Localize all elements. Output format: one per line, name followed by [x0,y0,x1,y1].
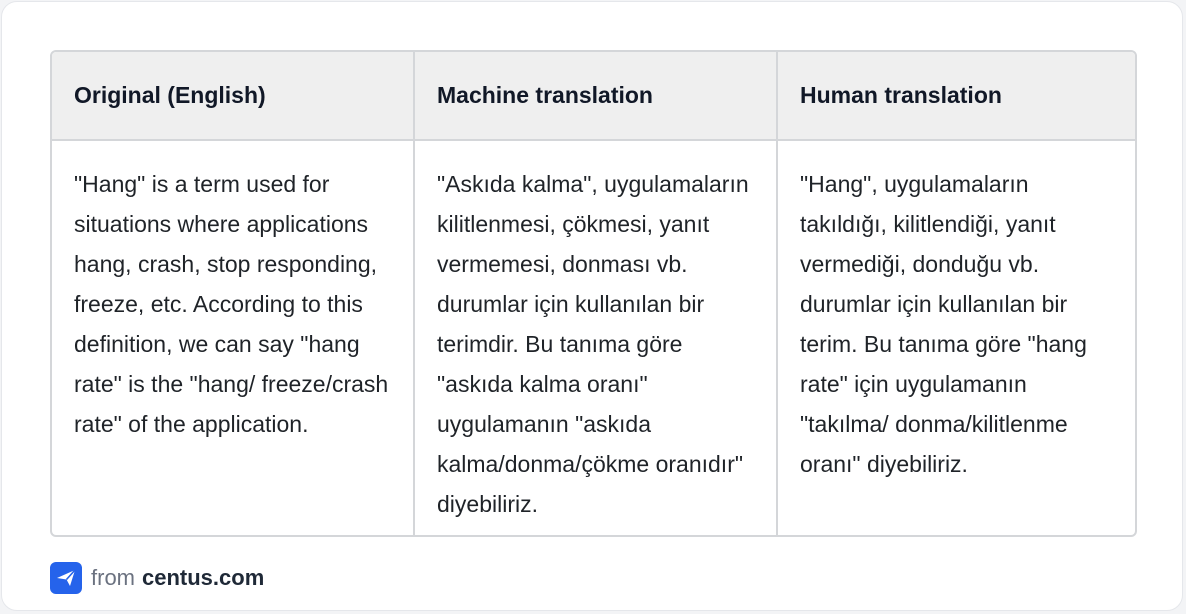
source-attribution [50,563,264,593]
cell-human-translation: "Hang", uygulamaların takıldığı, kilitlendiği, yanıt vermediği, donduğu vb. durumlar için kullanılan bir terim. Bu tanıma göre "hang rate" için uygulamanın "takılma/ donma/kilitlenme oranı" diyebiliriz. [777,140,1137,535]
table-header-row [52,52,1137,140]
cell-machine-translation: "Askıda kalma", uygulamaların kilitlenmesi, çökmesi, yanıt vermemesi, donması vb. durumlar için kullanılan bir terimdir. Bu tanıma göre "askıda kalma oranı" uygulamanın "askıda kalma/donma/çökme oranıdır" diyebiliriz. [414,140,777,535]
translation-table [52,52,1137,535]
brand-link[interactable]: centus.com [142,565,265,590]
from-label: from [91,565,135,590]
header-human-translation: Human translation [777,52,1137,140]
send-arrow-icon [50,562,82,594]
content-card [1,1,1183,611]
header-original: Original (English) [52,52,414,140]
header-machine-translation: Machine translation [414,52,777,140]
comparison-table [50,50,1137,537]
cell-original: "Hang" is a term used for situations where applications hang, crash, stop responding, freeze, etc. According to this definition, we can say "hang rate" is the "hang/ freeze/crash rate" of the application. [74,171,389,437]
table-row [52,140,1137,535]
